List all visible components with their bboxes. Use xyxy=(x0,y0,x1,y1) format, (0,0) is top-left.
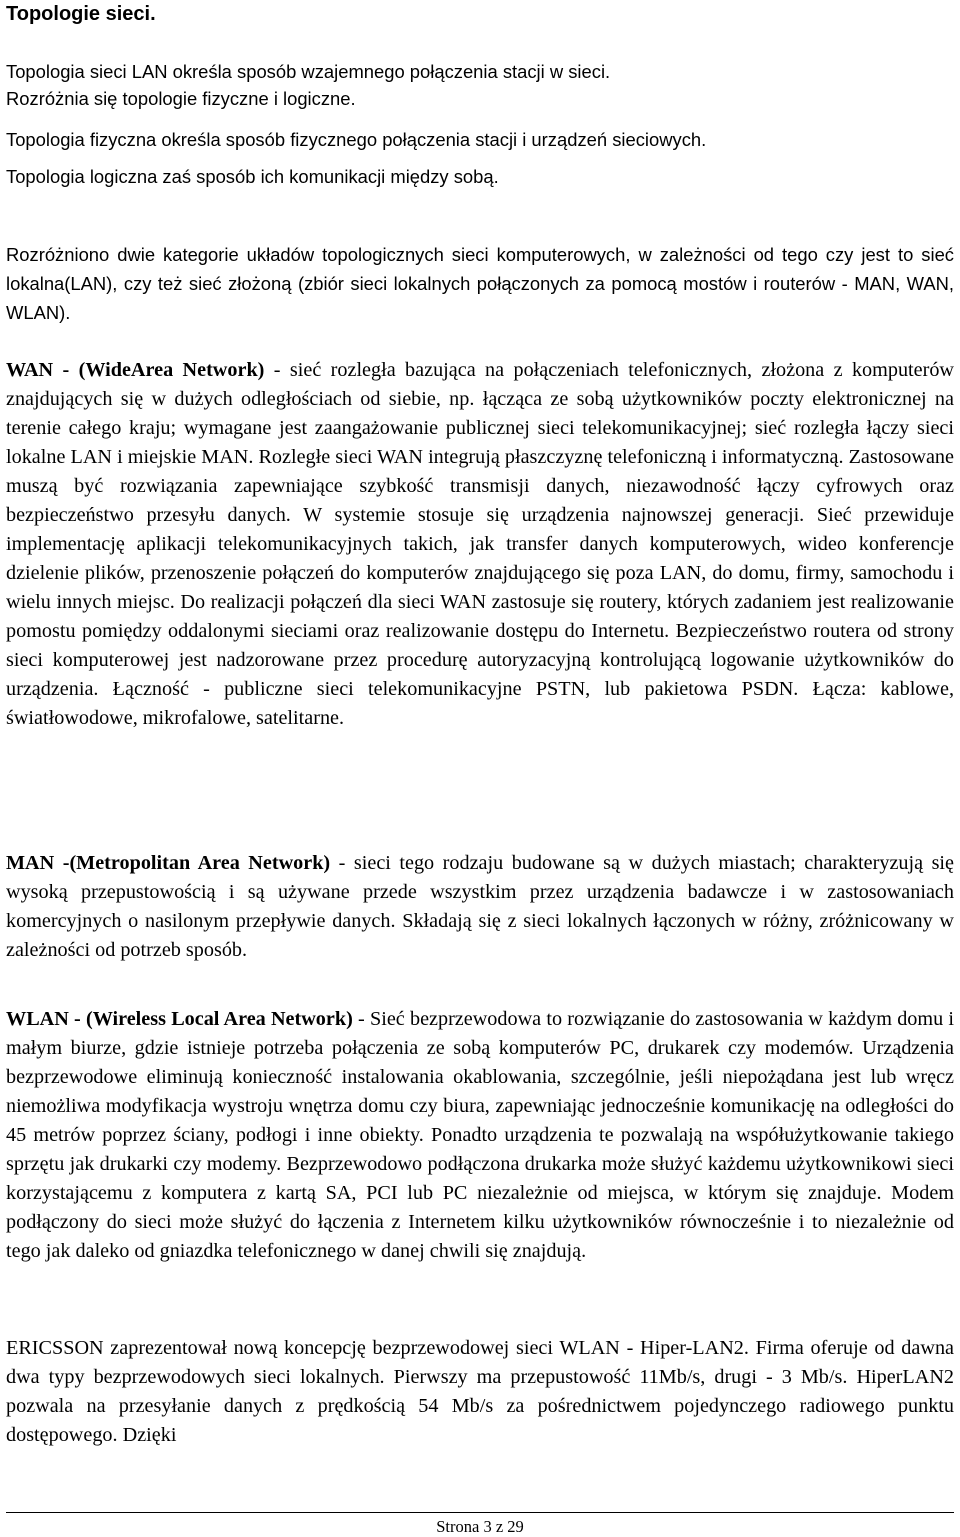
intro-line-4: Topologia logiczna zaś sposób ich komunikacji między sobą. xyxy=(6,166,499,187)
wan-heading: WAN - (WideArea Network) xyxy=(6,359,265,381)
man-text: - sieci tego rodzaju budowane są w dużych miastach; charakteryzują się wysoką przepustowością i są używane przede wszystkim przez urządzenia badawcze i w zastosowaniach komercyjnych o nasilonym przepływie danych. Składają się z sieci lokalnych łączonych w różny, zróżnicowany w zależności od potrzeb sposób. xyxy=(6,852,955,961)
footer-divider xyxy=(6,1512,954,1513)
page-title: Topologie sieci. xyxy=(6,3,156,25)
wlan-paragraph xyxy=(6,1005,954,1266)
intro-line-1: Topologia sieci LAN określa sposób wzajemnego połączenia stacji w sieci. xyxy=(6,61,611,82)
categories-paragraph: Rozróżniono dwie kategorie układów topologicznych sieci komputerowych, w zależności od tego czy jest to sieć lokalna(LAN), czy też sieć złożoną (zbiór sieci lokalnych połączonych za pomocą mostów i routerów - MAN, WAN, WLAN). xyxy=(6,244,954,323)
man-paragraph xyxy=(6,849,954,965)
wan-paragraph xyxy=(6,356,954,733)
wlan-heading: WLAN - (Wireless Local Area Network) xyxy=(6,1008,353,1030)
man-heading: MAN -(Metropolitan Area Network) xyxy=(6,852,331,874)
wan-text: - sieć rozległa bazująca na połączeniach telefonicznych, złożona z komputerów znajdujących się w dużych odległościach od siebie, np. łącząca ze sobą użytkowników poczty elektronicznej na terenie całego kraju; wymagane jest zaangażowanie publicznej sieci telekomunikacyjnej; sieć rozległa łączy sieci lokalne LAN i miejskie MAN. Rozległe sieci WAN integrują płaszczyznę telefoniczną i informatyczną. Zastosowane muszą być rozwiązania zapewniające szybkość transmisji danych, niezawodność łączy cyfrowych oraz bezpieczeństwo przesyłu danych. W systemie stosuje się urządzenia najnowszej generacji. Sieć przewiduje implementację aplikacji telekomunikacyjnych takich, jak transfer danych komputerowych, wideo konferencje dzielenie plików, przenoszenie połączeń do komputerów znajdującego się poza LAN, do domu, firmy, samochodu i wielu innych miejsc. Do realizacji połączeń dla sieci WAN zastosuje się routery, których zadaniem jest realizowanie pomostu pomiędzy oddalonymi sieciami oraz realizowanie dostępu do Internetu. Bezpieczeństwo routera od strony sieci komputerowej jest nadzorowane przez procedurę autoryzacyjną kontrolującą logowanie użytkowników do urządzenia. Łączność - publiczne sieci telekomunikacyjne PSTN, lub pakietowa PSDN. Łącza: kablowe, światłowodowe, mikrofalowe, satelitarne. xyxy=(6,359,954,729)
intro-line-3: Topologia fizyczna określa sposób fizycznego połączenia stacji i urządzeń sieciowych. xyxy=(6,129,707,150)
page-number: Strona 3 z 29 xyxy=(436,1517,524,1536)
intro-line-2: Rozróżnia się topologie fizyczne i logiczne. xyxy=(6,88,356,109)
wlan-text: - Sieć bezprzewodowa to rozwiązanie do zastosowania w każdym domu i małym biurze, gdzie istnieje potrzeba połączenia ze sobą komputerów PC, drukarek czy modemów. Urządzenia bezprzewodowe eliminują konieczność instalowania okablowania, szczególnie, jeśli niepożądana jest lub wręcz niemożliwa modyfikacja wystroju wnętrza domu czy biura, zapewniając jednocześnie komunikację na odległości do 45 metrów poprzez ściany, podłogi i inne obiekty. Ponadto urządzenia te pozwalają na współużytkowanie takiego sprzętu jak drukarki czy modemy. Bezprzewodowo podłączona drukarka może służyć każdemu użytkownikowi sieci korzystającemu z komputera z kartą SA, PCI lub PC niezależnie od miejsca, w którym się znajduje. Modem podłączony do sieci może służyć do łączenia z Internetem kilku użytkowników równocześnie i to niezależnie od tego jak daleko od gniazdka telefonicznego w danej chwili się znajdują. xyxy=(6,1008,955,1262)
ericsson-paragraph: ERICSSON zaprezentował nową koncepcję bezprzewodowej sieci WLAN - Hiper-LAN2. Firma oferuje od dawna dwa typy bezprzewodowych sieci lokalnych. Pierwszy ma przepustowość 11Mb/s, drugi - 3 Mb/s. HiperLAN2 pozwala na przesyłanie danych z prędkością 54 Mb/s za pośrednictwem pojedynczego radiowego punktu dostępowego. Dzięki xyxy=(6,1337,954,1446)
